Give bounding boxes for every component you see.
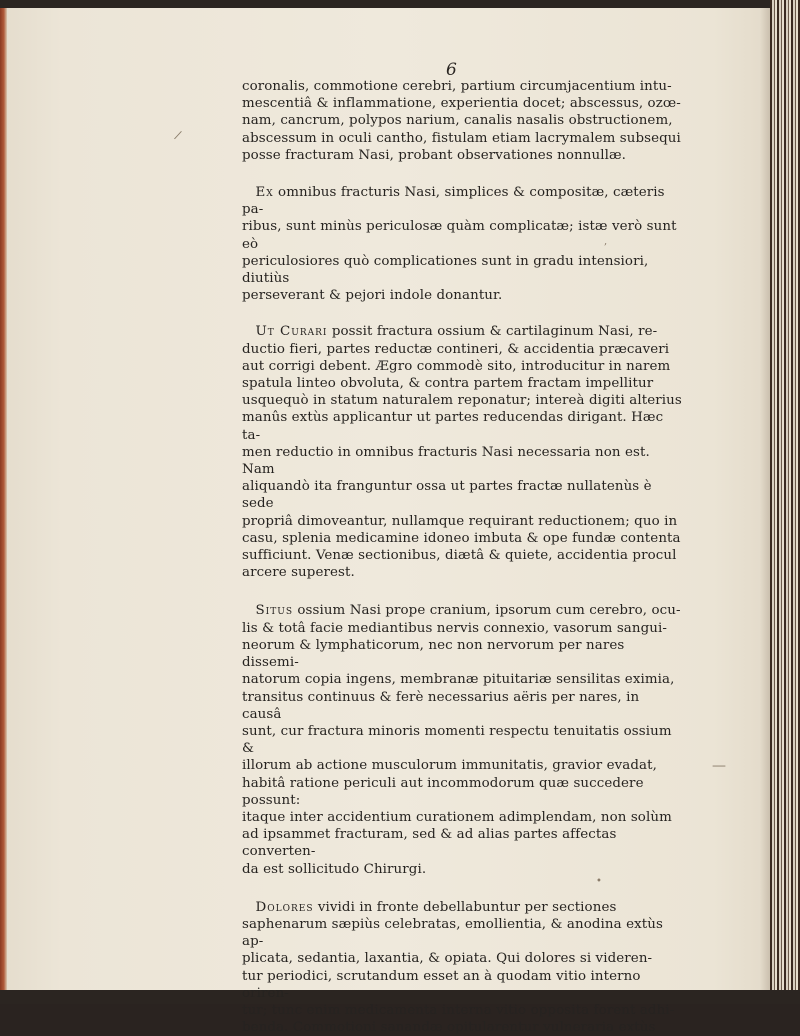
paragraph-3: [242, 323, 682, 581]
paragraph-lead: Dolores: [255, 899, 314, 915]
paragraph-text: omnibus fracturis Nasi, simplices & compositæ, cæteris pa- ribus, sunt minùs periculosæ quàm complicatæ; istæ verò sunt eò periculosiores quò complicationes sunt in gradu intensiori, diutiùs perseverant & pejori indole donantur.: [242, 185, 677, 304]
paragraph-2: [242, 184, 682, 304]
stray-ink-dot: •: [596, 876, 602, 887]
paragraph-text: possit fractura ossium & cartilaginum Nasi, re- ductio fieri, partes reductæ contineri, & accidentia præcaveri aut corrigi debent. Ægro commodè sito, introducitur in narem spatula linteo obvoluta, & contra partem fractam impellitur usquequò in statum naturalem reponatur; intereà digiti alterius manûs extùs applicantur ut partes reducendas dirigant. Hæc ta- men reductio in omnibus fracturis Nasi necessaria non est. Nam aliquandò ita franguntur ossa ut partes fractæ nullatenùs è sede propriâ dimoveantur, nullamque requirant reductionem; quo in casu, splenia medicamine idoneo imbuta & ope fundæ contenta sufficiunt. Venæ sectionibus, diætâ & quiete, accidentia procul arcere superest.: [242, 324, 682, 581]
paragraph-lead: Ex: [255, 185, 274, 201]
paragraph-lead: Ut Curari: [255, 324, 328, 340]
paragraph-text: ossium Nasi prope cranium, ipsorum cum cerebro, ocu- lis & totâ facie mediantibus nervis connexio, vasorum sangui- neorum & lymphaticorum, nec non nervorum per nares dissemi- natorum copia ingens, membranæ pituitariæ sensilitas eximia, transitus continuus & ferè necessarius aëris per nares, in causâ sunt, cur fractura minoris momenti respectu tenuitatis ossium & illorum ab actione musculorum immunitatis, gravior evadat, habitâ ratione periculi aut incommodorum quæ succedere possunt: itaque inter accidentium curationem adimplendam, non solùm ad ipsammet fracturam, sed & ad alias partes affectas converten- da est sollicitudo Chirurgi.: [242, 603, 681, 877]
stray-ink-dash: —: [712, 758, 726, 774]
paragraph-text: vividi in fronte debellabuntur per sectiones saphenarum sæpiùs celebratas, emollientia, & anodina extùs ap- plicata, sedantia, laxantia, & opiata. Qui dolores si videren- tur periodici, scrutandum esset an à quodam vitio interno oriren- tur; tunc enim medicamenta interna vitio opposita forent adhi- benda. Commotioni sanandæ opitularentur vulneraria extùs: [242, 899, 675, 1036]
stray-ink-mark: /: [173, 127, 183, 143]
paragraph-1: [242, 78, 682, 164]
page-number: 6: [446, 60, 457, 80]
paragraph-4: [242, 602, 682, 877]
page-left-edge: [0, 8, 7, 992]
page-body: [242, 78, 682, 1036]
stray-ink-dot: ,: [604, 236, 608, 247]
paragraph-text: coronalis, commotione cerebri, partium circumjacentium intu- mescentiâ & inflammatione, experientia docet; abscessus, ozœ- nam, cancrum, polypos narium, canalis nasalis obstructionem, abscessum in oculi cantho, fistulam etiam lacrymalem subsequi posse fracturam Nasi, probant observationes nonnullæ.: [242, 79, 681, 163]
paragraph-5: [242, 899, 682, 1036]
book-gutter: [770, 0, 800, 1004]
paragraph-lead: Situs: [255, 603, 293, 619]
